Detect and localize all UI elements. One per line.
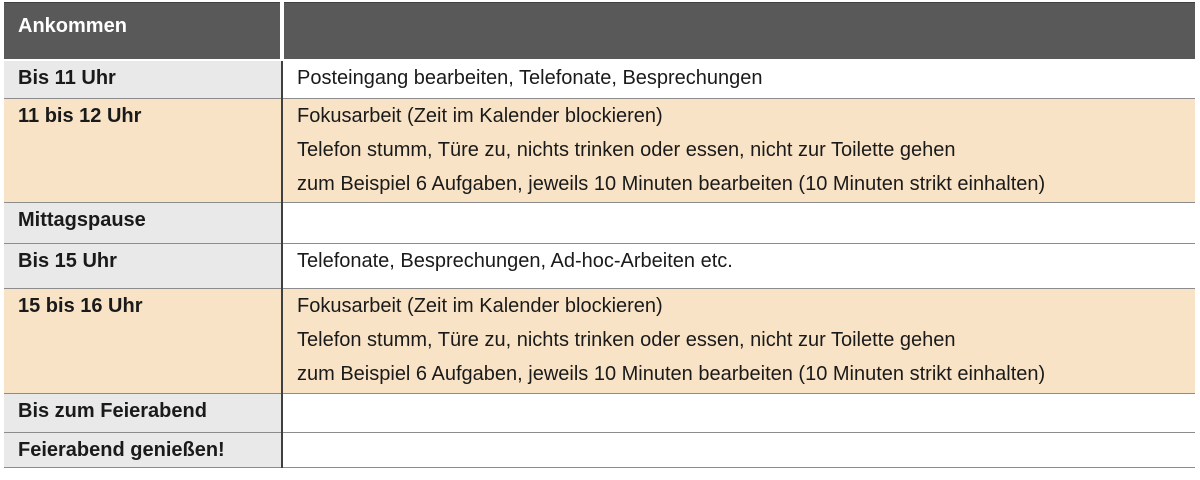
header-row	[4, 3, 1195, 60]
row-content-cell	[282, 99, 1195, 203]
schedule-body	[4, 60, 1195, 468]
row-content-cell	[282, 289, 1195, 394]
row-label: Bis 15 Uhr	[18, 250, 117, 272]
row-content-cell	[282, 244, 1195, 289]
table-row	[4, 289, 1195, 394]
row-content-cell	[282, 433, 1195, 468]
row-content-line: zum Beispiel 6 Aufgaben, jeweils 10 Minuten bearbeiten (10 Minuten strikt einhalten)	[297, 173, 1046, 195]
row-content-line: Fokusarbeit (Zeit im Kalender blockieren)	[297, 295, 663, 317]
header-cell-title: Ankommen	[4, 3, 282, 60]
table-row	[4, 203, 1195, 244]
table-row	[4, 433, 1195, 468]
table-row	[4, 60, 1195, 99]
row-label-cell	[4, 433, 282, 468]
row-label: Bis 11 Uhr	[18, 66, 116, 89]
table-row	[4, 244, 1195, 289]
row-label: Bis zum Feierabend	[18, 400, 207, 422]
row-content-line: Telefonate, Besprechungen, Ad-hoc-Arbeiten etc.	[297, 250, 733, 272]
row-label: 15 bis 16 Uhr	[18, 295, 143, 317]
row-label: 11 bis 12 Uhr	[18, 105, 142, 127]
row-content-cell	[282, 394, 1195, 433]
row-label-cell	[4, 244, 282, 289]
row-label-cell	[4, 60, 282, 99]
daily-schedule-table	[4, 2, 1195, 468]
row-content-line: Telefon stumm, Türe zu, nichts trinken oder essen, nicht zur Toilette gehen	[297, 139, 956, 161]
row-label-cell	[4, 394, 282, 433]
table-row	[4, 394, 1195, 433]
table-row	[4, 99, 1195, 203]
row-label: Feierabend genießen!	[18, 439, 225, 461]
page	[0, 2, 1200, 480]
row-content-line: zum Beispiel 6 Aufgaben, jeweils 10 Minuten bearbeiten (10 Minuten strikt einhalten)	[297, 363, 1046, 385]
header-cell-empty	[282, 3, 1195, 60]
row-content-cell	[282, 60, 1195, 99]
row-label-cell	[4, 203, 282, 244]
row-content-cell	[282, 203, 1195, 244]
row-label-cell	[4, 289, 282, 394]
row-label: Mittagspause	[18, 209, 146, 231]
row-content-line: Posteingang bearbeiten, Telefonate, Besprechungen	[297, 66, 763, 89]
row-label-cell	[4, 99, 282, 203]
row-content-line: Telefon stumm, Türe zu, nichts trinken oder essen, nicht zur Toilette gehen	[297, 329, 956, 351]
row-content-line: Fokusarbeit (Zeit im Kalender blockieren)	[297, 105, 663, 127]
